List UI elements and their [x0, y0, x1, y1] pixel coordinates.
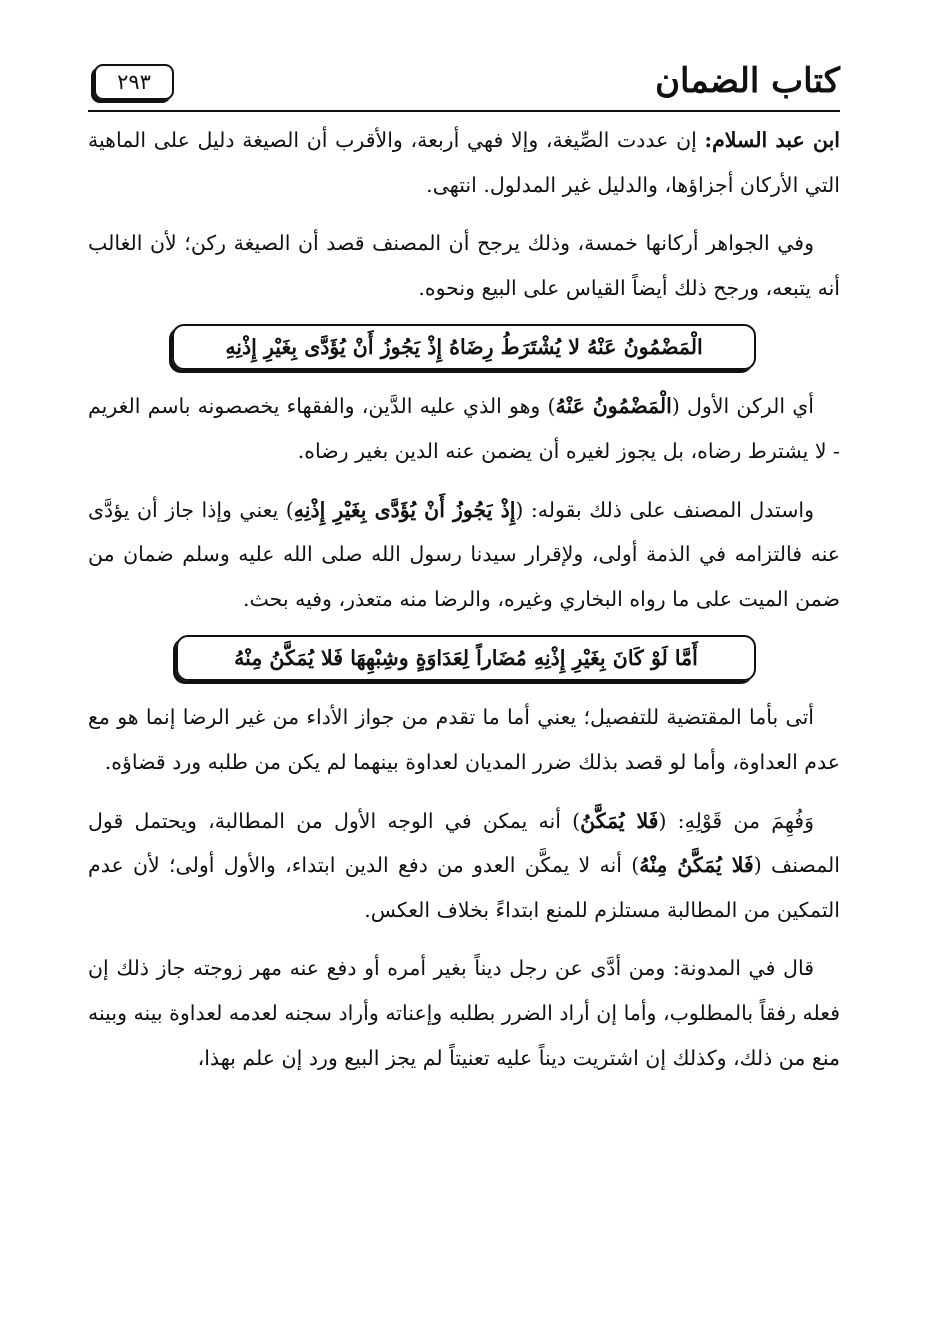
- paragraph-4-after: ) يعني وإذا جاز أن يؤدَّى عنه فالتزامه في الذمة أولى، ولإقرار سيدنا رسول الله صلى الله عليه وسلم ضمان من ضمن الميت على ما رواه البخاري وغيره، والرضا منه متعذر، وفيه بحث.: [88, 497, 840, 611]
- paragraph-6-part-a: وَفُهِمَ من قَوْلِهِ: (: [658, 808, 815, 833]
- quoted-matn: الْمَضْمُونُ عَنْهُ: [555, 394, 672, 419]
- header-rule: [88, 110, 840, 112]
- page-header: [88, 58, 840, 110]
- author-name: ابن عبد السلام:: [704, 128, 840, 152]
- quoted-matn: فَلا يُمَكَّنُ: [580, 808, 659, 833]
- quoted-matn: فَلا يُمَكَّنُ مِنْهُ: [639, 853, 754, 878]
- matn-box-2: أَمَّا لَوْ كَانَ بِغَيْرِ إِذْنِهِ مُضَاراً لِعَدَاوَةٍ وشِبْهِهَا فَلا يُمَكَّنُ مِنْهُ: [176, 635, 756, 681]
- paragraph-4-before: واستدل المصنف على ذلك بقوله: (: [515, 497, 814, 522]
- matn-box-1: الْمَضْمُونُ عَنْهُ لا يُشْتَرَطُ رِضَاهُ إِذْ يَجُوزُ أَنْ يُؤَدَّى بِغَيْرِ إِذْنِهِ: [172, 324, 756, 370]
- body-text: [88, 118, 840, 1094]
- paragraph-3: [88, 384, 840, 473]
- paragraph-6: [88, 799, 840, 933]
- paragraph-6-part-c: ) أنه يمكن في الوجه الأول من المطالبة، ويحتمل قول المصنف (: [88, 808, 840, 878]
- paragraph-5: أتى بأما المقتضية للتفصيل؛ يعني أما ما تقدم من جواز الأداء من غير الرضا إنما هو مع عدم العداوة، وأما لو قصد بذلك ضرر المديان لعداوة بينهما لم يكن من طلبه ورد قضاؤه.: [88, 705, 840, 774]
- paragraph-1-text: إن عددت الصِّيغة، وإلا فهي أربعة، والأقرب أن الصيغة دليل على الماهية التي الأركان أجزاؤها، والدليل غير المدلول. انتهى.: [88, 128, 840, 197]
- book-title: كتاب الضمان: [655, 61, 840, 101]
- paragraph-7: قال في المدونة: ومن أدَّى عن رجل ديناً بغير أمره أو دفع عنه مهر زوجته جاز ذلك إن فعله رفقاً بالمطلوب، وأما إن أراد الضرر بطلبه وإعناته وأراد سجنه لعدمه لعداوة بينه وبينه منع من ذلك، وكذلك إن اشتريت ديناً عليه تعنيتاً لم يجز البيع ورد إن علم بهذا،: [88, 956, 840, 1070]
- paragraph-1: [88, 118, 840, 207]
- paragraph-4: [88, 488, 840, 622]
- quoted-matn: إِذْ يَجُوزُ أَنْ يُؤَدَّى بِغَيْرِ إِذْنِهِ: [293, 497, 516, 522]
- page-number: ٢٩٣: [94, 64, 174, 100]
- paragraph-2: وفي الجواهر أركانها خمسة، وذلك يرجح أن المصنف قصد أن الصيغة ركن؛ لأن الغالب أنه يتبعه، ورجح ذلك أيضاً القياس على البيع ونحوه.: [88, 231, 840, 300]
- paragraph-3-before: أي الركن الأول (: [671, 394, 814, 419]
- paragraph-3-after: ) وهو الذي عليه الدَّين، والفقهاء يخصصونه باسم الغريم - لا يشترط رضاه، بل يجوز لغيره أن يضمن عنه الدين بغير رضاه.: [88, 394, 840, 463]
- paragraph-6-part-d: ) أنه لا يمكَّن العدو من دفع الدين ابتداء، والأول أولى؛ لأن عدم التمكين من المطالبة مستلزم للمنع ابتداءً بخلاف العكس.: [88, 853, 840, 922]
